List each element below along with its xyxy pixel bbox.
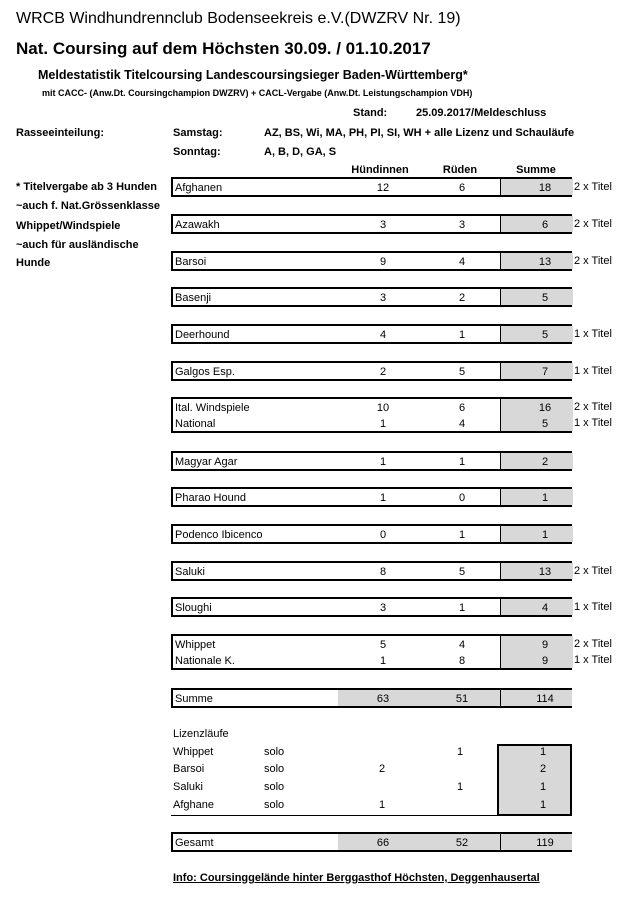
count-rueden: 1	[458, 329, 466, 341]
count-rueden: 4	[458, 418, 466, 430]
count-rueden: 6	[458, 402, 466, 414]
count-rueden: 1	[458, 529, 466, 541]
title-count: 2 x Titel	[574, 181, 612, 193]
count-rueden: 0	[458, 492, 466, 504]
count-rueden: 5	[458, 366, 466, 378]
count-huendinnen: 1	[379, 492, 387, 504]
lizenz-breed: Barsoi	[173, 763, 205, 775]
count-huendinnen: 2	[379, 366, 387, 378]
breed-name: Nationale K.	[175, 655, 235, 667]
title-count: 2 x Titel	[574, 218, 612, 230]
breed-box-azawakh	[171, 214, 572, 234]
count-huendinnen: 1	[379, 456, 387, 468]
column-header-summe: Summe	[516, 164, 556, 176]
lizenz-summe: 1	[539, 799, 547, 811]
breed-name: Ital. Windspiele	[175, 402, 250, 414]
breed-name: Azawakh	[175, 219, 220, 231]
count-rueden: 4	[458, 639, 466, 651]
count-summe: 5	[541, 418, 549, 430]
lizenz-type: solo	[264, 781, 285, 793]
lizenz-type: solo	[264, 746, 285, 758]
breed-name: Galgos Esp.	[175, 366, 235, 378]
note-line: Whippet/Windspiele	[16, 220, 121, 232]
count-summe: 13	[538, 566, 552, 578]
gesamt-row	[171, 832, 572, 852]
breed-name: Whippet	[175, 639, 216, 651]
count-huendinnen: 1	[379, 655, 387, 667]
title-count: 1 x Titel	[574, 601, 612, 613]
title-count: 2 x Titel	[574, 638, 612, 650]
breed-box-sloughi	[171, 597, 572, 617]
breed-box-magyar-agar	[171, 451, 572, 471]
count-rueden: 6	[458, 182, 466, 194]
note-line: ~auch f. Nat.Grössenklasse	[16, 200, 160, 212]
breed-box-afghanen	[171, 177, 572, 197]
count-huendinnen: 12	[376, 182, 390, 194]
count-rueden: 2	[458, 292, 466, 304]
summe-rueden: 51	[455, 693, 469, 705]
lizenz-rueden: 1	[456, 746, 464, 758]
count-huendinnen: 8	[379, 566, 387, 578]
note-line: Hunde	[16, 257, 51, 269]
note-line: ~auch für ausländische	[16, 239, 139, 251]
event-title: Nat. Coursing auf dem Höchsten 30.09. / 01.10.2017	[16, 39, 431, 58]
count-huendinnen: 1	[379, 418, 387, 430]
count-rueden: 3	[458, 219, 466, 231]
count-huendinnen: 10	[376, 402, 390, 414]
breed-name: Sloughi	[175, 602, 212, 614]
lizenz-rueden: 1	[456, 781, 464, 793]
title-count: 1 x Titel	[574, 365, 612, 377]
gesamt-total: 119	[536, 837, 554, 849]
title-count: 1 x Titel	[574, 654, 612, 666]
summe-label: Summe	[175, 693, 213, 705]
column-header-huendinnen: Hündinnen	[351, 164, 409, 176]
sunday-label: Sonntag:	[173, 146, 221, 158]
breed-name: Afghanen	[175, 182, 223, 194]
count-summe: 5	[541, 292, 549, 304]
title-count: 2 x Titel	[574, 255, 612, 267]
summe-total: 114	[536, 693, 554, 705]
count-summe: 16	[538, 402, 552, 414]
lizenz-type: solo	[264, 763, 285, 775]
count-summe: 2	[541, 456, 549, 468]
breed-name: Magyar Agar	[175, 456, 238, 468]
breed-box-barsoi	[171, 251, 572, 271]
lizenz-breed: Whippet	[173, 746, 214, 758]
summe-huendinnen: 63	[376, 693, 390, 705]
title-count: 1 x Titel	[574, 328, 612, 340]
count-rueden: 1	[458, 602, 466, 614]
breed-box-podenco	[171, 524, 572, 544]
stand-label: Stand:	[353, 107, 388, 119]
title-count: 1 x Titel	[574, 417, 612, 429]
lizenz-type: solo	[264, 799, 285, 811]
lizenz-summe: 2	[539, 763, 547, 775]
sunday-breeds: A, B, D, GA, S	[264, 146, 337, 158]
count-huendinnen: 9	[379, 256, 387, 268]
lizenz-breed: Afghane	[173, 799, 214, 811]
count-rueden: 4	[458, 256, 466, 268]
count-huendinnen: 4	[379, 329, 387, 341]
club-title: WRCB Windhundrennclub Bodenseekreis e.V.(DWZRV Nr. 19)	[16, 10, 461, 27]
breed-name: Basenji	[175, 292, 212, 304]
count-summe: 5	[541, 329, 549, 341]
lizenz-summe: 1	[539, 746, 547, 758]
award-subtitle: mit CACC- (Anw.Dt. Coursingchampion DWZRV) + CACL-Vergabe (Anw.Dt. Leistungschampion VDH)	[42, 88, 473, 98]
count-rueden: 5	[458, 566, 466, 578]
rasse-label: Rasseeinteilung:	[16, 127, 105, 139]
count-rueden: 8	[458, 655, 466, 667]
count-summe: 1	[541, 529, 549, 541]
info-footer: Info: Coursinggelände hinter Berggasthof Höchsten, Deggenhausertal	[173, 872, 540, 884]
breed-name: National	[175, 418, 216, 430]
count-huendinnen: 3	[379, 602, 387, 614]
column-header-rueden: Rüden	[442, 164, 478, 176]
title-count: 2 x Titel	[574, 401, 612, 413]
breed-name: Deerhound	[175, 329, 230, 341]
lizenz-huendinnen: 1	[378, 799, 386, 811]
title-count: 2 x Titel	[574, 565, 612, 577]
breed-name: Saluki	[175, 566, 205, 578]
breed-box-whippet	[171, 634, 572, 670]
count-summe: 6	[541, 219, 549, 231]
gesamt-label: Gesamt	[175, 837, 214, 849]
breed-box-galgos	[171, 361, 572, 381]
summe-row	[171, 688, 572, 708]
count-summe: 18	[538, 182, 552, 194]
breed-name: Barsoi	[175, 256, 207, 268]
gesamt-rueden: 52	[455, 837, 469, 849]
count-rueden: 1	[458, 456, 466, 468]
count-huendinnen: 3	[379, 219, 387, 231]
breed-name: Podenco Ibicenco	[175, 529, 263, 541]
statistics-subtitle: Meldestatistik Titelcoursing Landescoursingsieger Baden-Württemberg*	[38, 68, 468, 82]
stand-value: 25.09.2017/Meldeschluss	[416, 107, 547, 119]
breed-box-ital-windspiele	[171, 397, 572, 433]
count-summe: 9	[541, 639, 549, 651]
count-summe: 1	[541, 492, 549, 504]
saturday-breeds: AZ, BS, Wi, MA, PH, PI, SI, WH + alle Lizenz und Schauläufe	[264, 127, 575, 139]
lizenz-huendinnen: 2	[378, 763, 386, 775]
count-huendinnen: 3	[379, 292, 387, 304]
breed-box-pharao-hound	[171, 487, 572, 507]
count-summe: 9	[541, 655, 549, 667]
count-summe: 4	[541, 602, 549, 614]
note-line: * Titelvergabe ab 3 Hunden	[16, 181, 158, 193]
count-huendinnen: 5	[379, 639, 387, 651]
breed-box-deerhound	[171, 324, 572, 344]
lizenz-divider	[171, 815, 572, 816]
breed-box-basenji	[171, 287, 572, 307]
breed-name: Pharao Hound	[175, 492, 246, 504]
breed-box-saluki	[171, 561, 572, 581]
lizenz-breed: Saluki	[173, 781, 203, 793]
count-summe: 7	[541, 366, 549, 378]
gesamt-huendinnen: 66	[376, 837, 390, 849]
lizenz-summe: 1	[539, 781, 547, 793]
lizenz-title: Lizenzläufe	[173, 728, 229, 740]
count-huendinnen: 0	[379, 529, 387, 541]
saturday-label: Samstag:	[173, 127, 223, 139]
count-summe: 13	[538, 256, 552, 268]
